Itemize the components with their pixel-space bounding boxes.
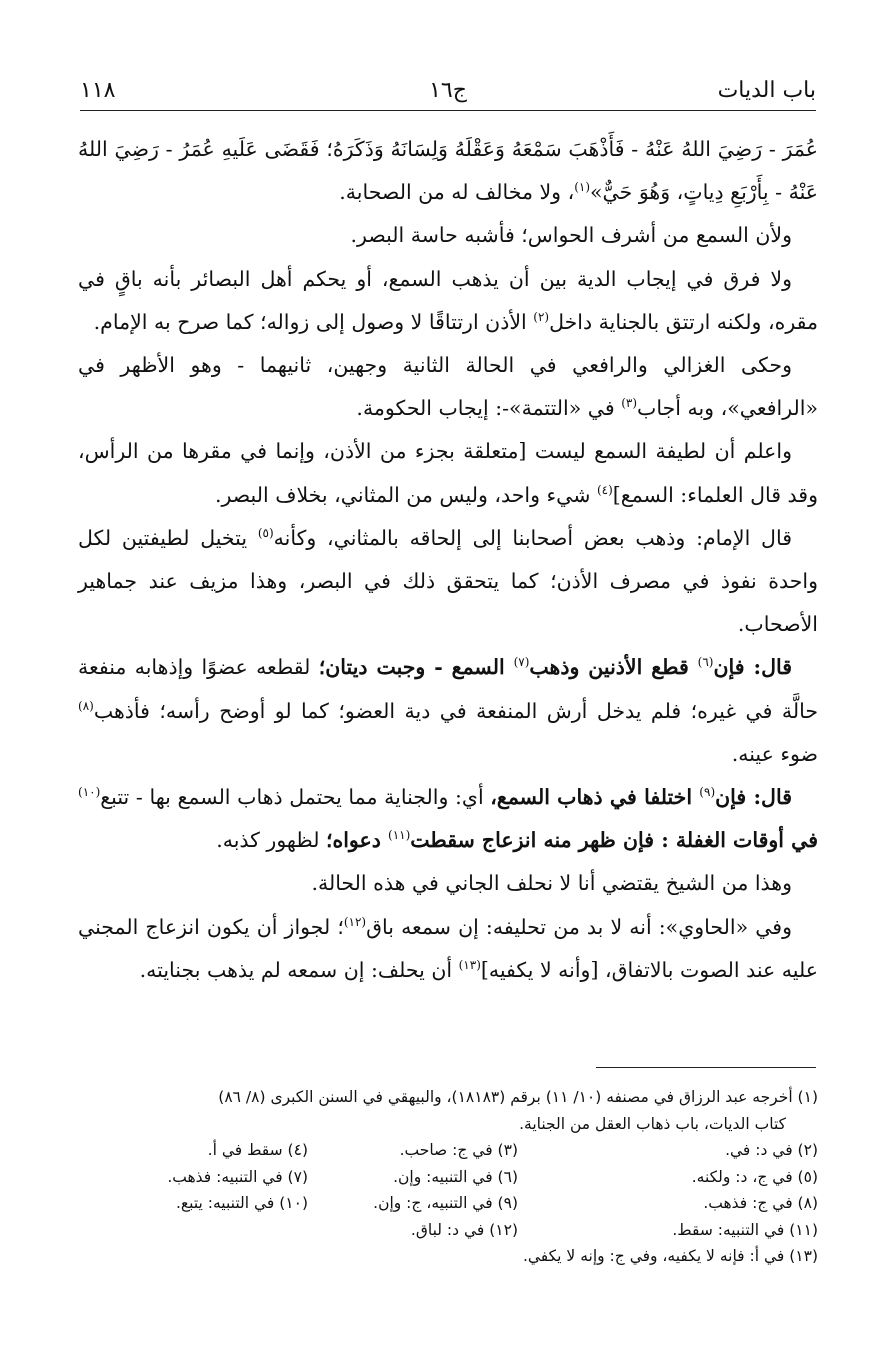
paragraph-6: قال الإمام: وذهب بعض أصحابنا إلى إلحاقه بالمثاني، وكأنه$^{(٥)}$ يتخيل لطيفتين لكل واحدة نفوذ في مصرف الأذن؛ كما يتحقق ذلك في البصر، وهذا مزيف عند جماهير الأصحاب. [78,525,818,637]
page-number: ١١٨ [80,78,116,103]
paragraph-8: قال: فإن$^{(٩)}$ اختلفا في ذهاب السمع، أي: والجناية مما يحتمل ذهاب السمع بها - تتبع$^{(١٠)}$ في أوقات الغفلة : فإن ظهر منه انزعاج سقطت$^{(١١)}$ دعواه؛ لظهور كذبه. [78,785,818,853]
footnotes [78,1084,818,1270]
paragraph-3: ولا فرق في إيجاب الدية بين أن يذهب السمع، أو يحكم أهل البصائر بأنه باقٍ في مقره، ولكنه ارتتق بالجناية داخل$^{(٢)}$ الأذن ارتتاقًا لا وصول إلى زواله؛ كما صرح به الإمام. [78,266,818,334]
paragraph-7: قال: فإن$^{(٦)}$ قطع الأذنين وذهب$^{(٧)}$ السمع - وجبت ديتان؛ لقطعه عضوًا وإذهابه منفعة حالَّة في غيره؛ فلم يدخل أرش المنفعة في دية العضو؛ كما لو أوضح رأسه؛ فأذهب$^{(٨)}$ ضوء عينه. [78,655,818,766]
footnote-ref: (٥) [257,526,274,540]
footnote-1: (١) أخرجه عبد الرزاق في مصنفه (١٠/ ١١) برقم (١٨١٨٣)، والبيهقي في السنن الكبرى (٨/ ٨٦) [218,1088,818,1106]
footnote-6: (٦) في التنبيه: وإن. [393,1167,518,1186]
footnote-7: (٧) في التنبيه: فذهب. [167,1167,308,1186]
footnote-3: (٣) في ج: صاحب. [399,1141,518,1159]
footnote-ref: (١٢) [343,914,367,929]
footnote-row [78,1164,818,1191]
footnote-row [78,1217,818,1244]
footnote-ref: (٤) [596,482,613,497]
footnote-ref: (٢) [533,309,550,324]
paragraph-2: ولأن السمع من أشرف الحواس؛ فأشبه حاسة البصر. [350,223,792,248]
footnote-11: (١١) في التنبيه: سقط. [672,1220,818,1239]
footnote-1-cont: كتاب الديات، باب ذهاب العقل من الجناية. [519,1114,786,1133]
footnote-ref: (١١) [388,828,411,843]
paragraph-10: وفي «الحاوي»: أنه لا بد من تحليفه: إن سمعه باق$^{(١٢)}$؛ لجواز أن يكون انزعاج المجني عليه عند الصوت بالاتفاق، [وأنه لا يكفيه]$^{(١٣)}$ أن يحلف: إن سمعه لم يذهب بجنايته. [78,914,818,982]
footnote-5: (٥) في ج، د: ولكنه. [691,1167,818,1186]
footnote-ref: (٦) [697,655,714,670]
paragraph-5: واعلم أن لطيفة السمع ليست [متعلقة بجزء من الأذن، وإنما في مقرها من الرأس، وقد قال العلماء: السمع]$^{(٤)}$ شيء واحد، وليس من المثاني، بخلاف البصر. [78,439,818,507]
header-rule [80,110,816,111]
footnote-ref: (٣) [621,396,638,411]
footnote-8: (٨) في ج: فذهب. [703,1194,818,1212]
footnote-row [78,1190,818,1217]
paragraph-9: وهذا من الشيخ يقتضي أنا لا نحلف الجاني في هذه الحالة. [311,871,792,896]
running-header [80,72,816,112]
footnote-2: (٢) في د: في. [725,1141,818,1159]
main-text [78,128,818,992]
footnote-rule [596,1067,816,1068]
volume-label: ج١٦ [429,78,467,103]
footnote-ref: (١٠) [78,785,101,800]
footnote-ref: (٨) [78,698,94,713]
footnote-ref: (١٣) [458,958,481,973]
footnote-13: (١٣) في أ: فإنه لا يكفيه، وفي ج: وإنه لا يكفي. [522,1247,818,1265]
footnote-row [78,1137,818,1164]
footnote-9: (٩) في التنبيه، ج: وإن. [373,1194,518,1212]
footnote-ref: (٧) [513,655,530,670]
footnote-ref: (٩) [699,785,716,800]
footnote-ref: (١) [574,180,591,195]
paragraph-4: وحكى الغزالي والرافعي في الحالة الثانية وجهين، ثانيهما - وهو الأظهر في «الرافعي»، وبه أجاب$^{(٣)}$ في «التتمة»-: إيجاب الحكومة. [78,353,818,421]
footnote-10: (١٠) في التنبيه: يتبع. [176,1194,308,1212]
chapter-title: باب الديات [717,78,816,103]
paragraph-1: عُمَرَ - رَضِيَ اللهُ عَنْهُ - فَأَذْهَبَ سَمْعَهُ وَعَقْلَهُ وَلِسَانَهُ وَذَكَرَهُ؛ فَقَضَى عَلَيهِ عُمَرُ - رَضِيَ اللهُ عَنْهُ - بِأَرْبَعِ دِياتٍ، وَهُوَ حَيٌّ»$^{(١)}$، ولا مخالف له من الصحابة. [78,137,818,205]
footnote-4: (٤) سقط في أ. [207,1141,308,1159]
footnote-12: (١٢) في د: لباق. [410,1220,518,1239]
